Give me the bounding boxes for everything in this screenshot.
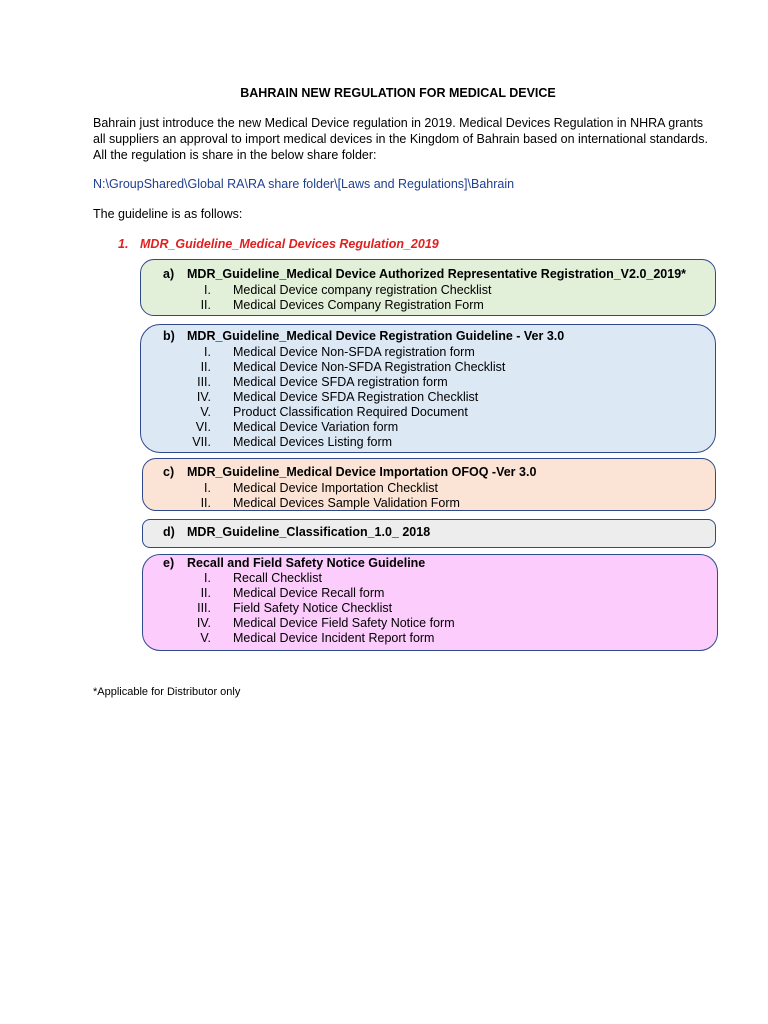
- roman-numeral: III.: [197, 601, 211, 615]
- list-item: [196, 390, 715, 404]
- list-item-text: Medical Device Non-SFDA Registration Checklist: [233, 360, 506, 374]
- section-title: [163, 267, 686, 281]
- section-title-text: MDR_Guideline_Medical Device Registration Guideline - Ver 3.0: [187, 329, 565, 343]
- section-title-text: MDR_Guideline_Medical Device Importation OFOQ -Ver 3.0: [187, 465, 537, 479]
- list-item-text: Medical Devices Company Registration Form: [233, 298, 484, 312]
- section-letter: b): [163, 329, 175, 343]
- list-item-text: Medical Devices Listing form: [233, 435, 393, 449]
- section-title: [163, 329, 564, 343]
- list-item-text: Medical Device Importation Checklist: [233, 481, 438, 495]
- page-title: BAHRAIN NEW REGULATION FOR MEDICAL DEVICE: [240, 86, 556, 100]
- list-item-text: Recall Checklist: [233, 571, 322, 585]
- guideline-section-a: [140, 259, 716, 316]
- section-title-text: Recall and Field Safety Notice Guideline: [187, 556, 426, 570]
- list-item: [204, 283, 715, 297]
- list-item: [204, 345, 715, 359]
- section-letter: c): [163, 465, 175, 479]
- guideline-section-e: [142, 554, 718, 651]
- list-item-text: Medical Devices Sample Validation Form: [233, 496, 460, 510]
- section-title: [163, 556, 425, 570]
- share-folder-path: N:\GroupShared\Global RA\RA share folder\[Laws and Regulations]\Bahrain: [93, 177, 515, 191]
- roman-numeral: I.: [204, 345, 211, 359]
- intro-paragraph: Bahrain just introduce the new Medical Device regulation in 2019. Medical Devices Regulation in NHRA grants all suppliers an approval to import medical devices in the Kingdom of Bahrain based on international standards. All the regulation is share in the below share folder:: [93, 116, 708, 162]
- roman-numeral: V.: [200, 405, 211, 419]
- list-item-text: Medical Device Incident Report form: [233, 631, 435, 645]
- list-item-text: Medical Device Variation form: [233, 420, 399, 434]
- list-item-text: Medical Device company registration Checklist: [233, 283, 492, 297]
- section-title: [163, 525, 430, 539]
- roman-numeral: IV.: [196, 390, 211, 404]
- list-item-text: Product Classification Required Document: [233, 405, 468, 419]
- list-item: [197, 601, 717, 615]
- list-item: [195, 420, 715, 434]
- main-heading-number: 1.: [118, 237, 129, 251]
- section-letter: d): [163, 525, 175, 539]
- section-title-text: MDR_Guideline_Medical Device Authorized Representative Registration_V2.0_2019*: [187, 267, 687, 281]
- list-item: [196, 616, 717, 630]
- roman-numeral: II.: [200, 298, 211, 312]
- list-item-text: Field Safety Notice Checklist: [233, 601, 393, 615]
- guideline-section-c: [142, 458, 716, 511]
- guideline-section-b: [140, 324, 716, 453]
- list-item: [200, 586, 717, 600]
- section-letter: a): [163, 267, 175, 281]
- guideline-section-d: [142, 519, 716, 548]
- section-title-text: MDR_Guideline_Classification_1.0_ 2018: [187, 525, 431, 539]
- roman-numeral: VII.: [192, 435, 211, 449]
- main-guideline-heading: [118, 237, 439, 251]
- guideline-intro: The guideline is as follows:: [93, 207, 243, 221]
- list-item: [204, 481, 715, 495]
- list-item: [204, 571, 717, 585]
- roman-numeral: II.: [200, 360, 211, 374]
- main-heading-text: MDR_Guideline_Medical Devices Regulation_2019: [140, 237, 439, 251]
- roman-numeral: IV.: [196, 616, 211, 630]
- section-title: [163, 465, 536, 479]
- list-item-text: Medical Device SFDA Registration Checklist: [233, 390, 479, 404]
- roman-numeral: II.: [200, 496, 211, 510]
- list-item: [200, 496, 715, 510]
- roman-numeral: I.: [204, 481, 211, 495]
- list-item-text: Medical Device Non-SFDA registration form: [233, 345, 475, 359]
- list-item: [200, 298, 715, 312]
- section-letter: e): [163, 556, 175, 570]
- roman-numeral: I.: [204, 283, 211, 297]
- list-item: [200, 405, 715, 419]
- list-item-text: Medical Device Field Safety Notice form: [233, 616, 455, 630]
- list-item-text: Medical Device Recall form: [233, 586, 385, 600]
- list-item: [192, 435, 715, 449]
- list-item-text: Medical Device SFDA registration form: [233, 375, 448, 389]
- roman-numeral: II.: [200, 586, 211, 600]
- list-item: [200, 631, 717, 645]
- list-item: [200, 360, 715, 374]
- list-item: [197, 375, 715, 389]
- roman-numeral: I.: [204, 571, 211, 585]
- roman-numeral: VI.: [195, 420, 211, 434]
- roman-numeral: III.: [197, 375, 211, 389]
- roman-numeral: V.: [200, 631, 211, 645]
- footnote: *Applicable for Distributor only: [93, 686, 241, 698]
